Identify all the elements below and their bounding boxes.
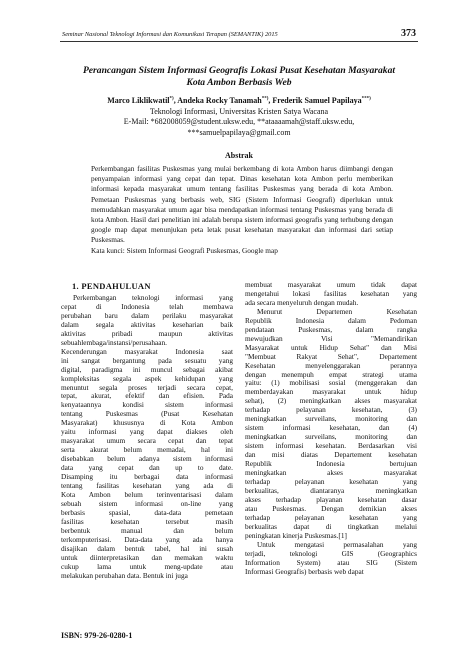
text-line: masyarakat umum secara cepat dan tepat [61,436,233,446]
page-number: 373 [401,28,416,39]
text-line: kompleksitas segala aspek kehidupan yang [61,373,233,383]
text-line: sebuahlembaga/instansi/perusahaan. [61,337,167,347]
email-line-2: ***samuelpapilaya@gmail.com [187,127,291,137]
text-line: ini sangat bergantung pada sesuatu yang [61,355,233,365]
text-line: "Membuat Rakyat Sehat", Departement [245,351,417,361]
text-line: Kota Ambon belum terinventarisasi dalam [61,489,233,499]
text-line: terkomputerisasi. Data-data yang ada hanya [61,534,233,544]
author-1: Marco Liklikwatil [107,96,170,105]
text-line: Untuk mengatasi permasalahan yang [257,539,417,549]
text-line: peningkatan kinerja Puskesmas.[1] [245,530,347,540]
author-1-mark: *) [169,96,174,102]
text-line: memberdayakan masyarakat untuk hidup [245,387,417,397]
text-line: Disamping itu berbagai data informasi [61,472,233,482]
email-line-1: E-Mail: *682008059@student.uksw.edu, **ataaaamah@staff.uksw.edu, [123,117,355,126]
title-line-2: Kota Ambon Berbasis Web [186,77,292,88]
text-line: meningkatkan surveilans, monitoring dan [245,414,417,424]
text-line: Republik Indonesia bertujuan [245,459,417,469]
text-line: digital, paradigma ini muncul sebagai akibat [61,364,233,374]
text-line: Information System) atau SIG (Sistem [245,557,417,567]
abstract-body: Perkembangan fasilitas Puskesmas yang mulai berkembang di kota Ambon harus diimbangi dengan penyampaian informasi yang cepat dan tepat. Dinas kesehatan kota Ambon perlu memberikan informasi kepada masyarakat umum tentang fasilitas Puskesmas yang berada di kota Ambon. Pemetaan Puskesmas yang berbasis web, SIG (Sistem Informasi Geografi) diperlukan untuk memudahkan masyarakat umum agar bisa mendapatkan informasi tentang Puskesmas yang berada di kota Ambon. Hasil dari penelitian ini adalah berupa sistem informasi geografis yang terhubung dengan google map dapat menunjukan peta letak pusat kesehatan masyarakat dan informasi dari setiap Puskesmas. [91,164,393,245]
isbn: ISBN: 979-26-0280-1 [61,631,133,640]
text-line: Kecenderungan masyarakat Indonesia saat [61,346,233,356]
text-line: mengetahui lokasi fasilitas kesehatan yang [245,288,417,298]
text-line: perubahan baru dalam perilaku masyarakat [61,310,233,320]
text-line: aktivitas pribadi maupun aktivitas [61,328,233,338]
text-line: data yang cepat dan up to date. [61,463,233,473]
running-head: Seminar Nasional Teknologi Informasi dan Komunikasi Terapan (SEMANTIK) 2015 [62,31,278,38]
paper-title [60,65,418,89]
author-2: Andeka Rocky Tanamah [177,96,262,105]
text-line: sehat), (2) meningkatkan akses masyarakat [245,396,417,406]
text-line: yaitu informasi yang dapat diakses oleh [61,427,233,437]
text-line: melakukan perubahan data. Bentuk ini juga [61,570,188,580]
text-line: Masyarakat) khususnya di Kota Ambon [61,418,233,428]
text-line: dan misi diatas Departement kesehatan [245,450,417,460]
text-line: akses terhadap playanan kesehatan dasar [245,494,417,504]
text-line: tepat, akurat, efektif dan efisien. Pada [61,391,233,401]
text-line: tentang fasilitas kesehatan yang ada di [61,481,233,491]
text-line: disebabkan belum adanya sistem informasi [61,454,233,464]
text-line: berbentuk manual dan belum [61,525,233,535]
left-column-text [61,294,233,581]
text-line: sebuah sistem informasi on-line yang [61,498,233,508]
text-line: atau Puskesmas. Dengan demikian akses [245,503,417,513]
affiliation: Teknologi Informasi, Universitas Kristen Satya Wacana [149,106,329,116]
text-line: ada secara menyeluruh dengan mudah. [245,297,359,307]
text-line: meningkatkan surveilans, monitoring dan [245,432,417,442]
text-line: berbasis spasial, data-data pemetaan [61,507,233,517]
author-separator-1: , [173,96,178,105]
text-line: Informasi Geografis) berbasis web dapat [245,566,364,576]
right-column-text [245,281,417,576]
text-line: serta akurat belum memadai, hal ini [61,445,233,455]
text-line: tentang Puskesmas (Pusat Kesehatan [61,409,233,419]
abstract [91,164,393,256]
text-line: menuntut segala proses terjadi secara cepat, [61,382,233,392]
text-line: untuk diinterpretasikan dan memakan waktu [61,552,233,562]
text-line: Menurut Departemen Kesehatan [257,306,417,316]
text-line: yaitu: (1) mobilisasi sosial (menggerakan dan [245,378,417,388]
text-line: cukup lama untuk meng-update atau [61,561,233,571]
text-line: Republik Indonesia dalam Pedoman [245,315,417,325]
text-line: sistem informasi kesehatan. Berdasarkan visi [245,441,417,451]
text-line: terjadi, teknologi GIS (Geographics [245,548,417,558]
header-rule [60,41,418,42]
text-line: fasilitas kesehatan tersebut masih [61,516,233,526]
author-block [60,96,418,138]
author-3: Frederik Samuel Papilaya [272,96,362,105]
text-line: Perkembangan teknologi informasi yang [73,293,233,302]
text-line: disajikan dalam bentuk tabel, hal ini susah [61,543,233,553]
text-line: dengan menempuh empat strategi utama [245,369,417,379]
text-line: terhadap pelayanan kesehatan, (3) [245,405,417,415]
left-column [61,294,233,581]
text-line: Kesehatan menyelenggarakan perannya [245,360,417,370]
text-line: terhadap pelayanan kesehatan yang [245,476,417,486]
text-line: sistem informasi kesehatan, dan (4) [245,423,417,433]
author-3-mark: ***) [361,96,371,102]
text-line: berkualitas, diantaranya meningkatkan [245,485,417,495]
text-line: membuat masyarakat umum tidak dapat [245,280,417,289]
author-2-mark: **) [261,96,269,102]
abstract-keywords: Kata kunci: Sistem Informasi Geografi Puskesmas, Google map [91,245,278,255]
section-heading: 1. PENDAHULUAN [72,281,151,291]
right-column [245,281,417,576]
abstract-heading: Abstrak [224,151,253,160]
text-line: Masyarakat untuk Hidup Sehat" dan Misi [245,342,417,352]
author-separator-2: , [268,96,273,105]
text-line: dalam segala aktivitas keseharian baik [61,319,233,329]
text-line: pendataan Puskesmas, dalam rangka [245,324,417,334]
text-line: berkualitas dapat di tingkatkan melalui [245,521,417,531]
author-names [60,96,418,107]
text-line: mewujudkan Visi "Memandirikan [245,333,417,343]
text-line: meningkatkan akses masyarakat [245,468,417,478]
text-line: kenyataannya kondisi sistem informasi [61,400,233,410]
text-line: cepat di Indonesia telah membawa [61,301,233,311]
title-line-1: Perancangan Sistem Informasi Geografis Lokasi Pusat Kesehatan Masyarakat [82,65,396,76]
text-line: terhadap pelayanan kesehatan yang [245,512,417,522]
